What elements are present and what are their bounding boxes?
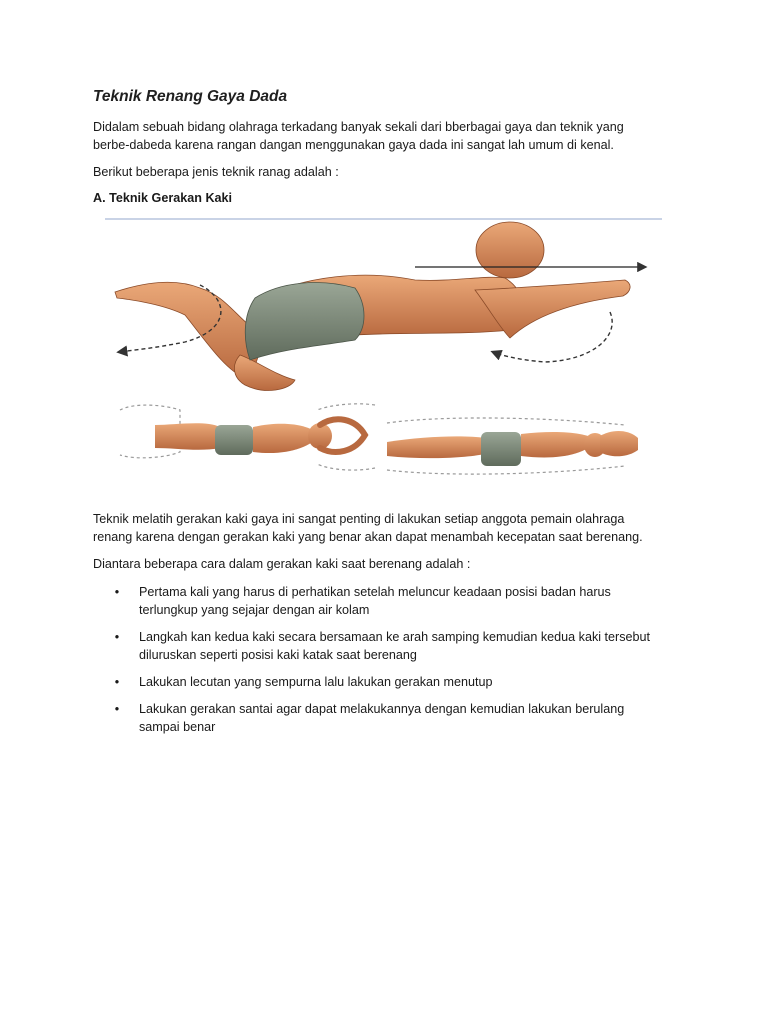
step-4-line-1: Lakukan gerakan santai agar dapat melakukannya dengan kemudian lakukan berulang: [139, 702, 625, 716]
step-1-line-1: Pertama kali yang harus di perhatikan setelah meluncur keadaan posisi badan harus: [139, 585, 611, 599]
explain-paragraph: [93, 510, 683, 546]
step-4-line-2: sampai benar: [139, 720, 216, 734]
swimmer-top-view-glide: [387, 418, 638, 474]
explain-line-2: renang karena dengan gerakan kaki yang benar akan dapat menambah kecepatan saat berenang.: [93, 530, 643, 544]
intro-line-1: Didalam sebuah bidang olahraga terkadang banyak sekali dari bberbagai gaya dan teknik yang: [93, 120, 624, 134]
step-2-line-2: diluruskan seperti posisi kaki katak saat berenang: [139, 648, 417, 662]
bullet-dot-icon: •: [114, 675, 120, 689]
swimmer-side-view: [115, 222, 645, 390]
list-item: [112, 673, 672, 691]
list-item: [112, 700, 672, 736]
page-title: Teknik Renang Gaya Dada: [93, 88, 288, 105]
list-item: [112, 583, 672, 619]
list-item: [112, 628, 672, 664]
step-1-line-2: terlungkup yang sejajar dengan air kolam: [139, 603, 370, 617]
step-3-line-1: Lakukan lecutan yang sempurna lalu lakukan gerakan menutup: [139, 675, 493, 689]
bullet-dot-icon: •: [114, 585, 120, 599]
breaststroke-kick-illustration: [105, 220, 662, 502]
section-heading: A. Teknik Gerakan Kaki: [93, 191, 233, 205]
list-intro-paragraph: Berikut beberapa jenis teknik ranag adalah :: [93, 165, 339, 179]
bullet-dot-icon: •: [114, 702, 120, 716]
swimmer-top-view-spread: [120, 404, 375, 470]
step-2-line-1: Langkah kan kedua kaki secara bersamaan ke arah samping kemudian kedua kaki tersebut: [139, 630, 651, 644]
steps-intro-paragraph: Diantara beberapa cara dalam gerakan kaki saat berenang adalah :: [93, 557, 471, 571]
bullet-dot-icon: •: [114, 630, 120, 644]
explain-line-1: Teknik melatih gerakan kaki gaya ini sangat penting di lakukan setiap anggota pemain olahraga: [93, 512, 625, 526]
steps-list: [112, 583, 672, 745]
intro-paragraph: [93, 118, 683, 154]
intro-line-2: berbe-dabeda karena rangan dangan menggunakan gaya dada ini sangat lah umum di kenal.: [93, 138, 614, 152]
